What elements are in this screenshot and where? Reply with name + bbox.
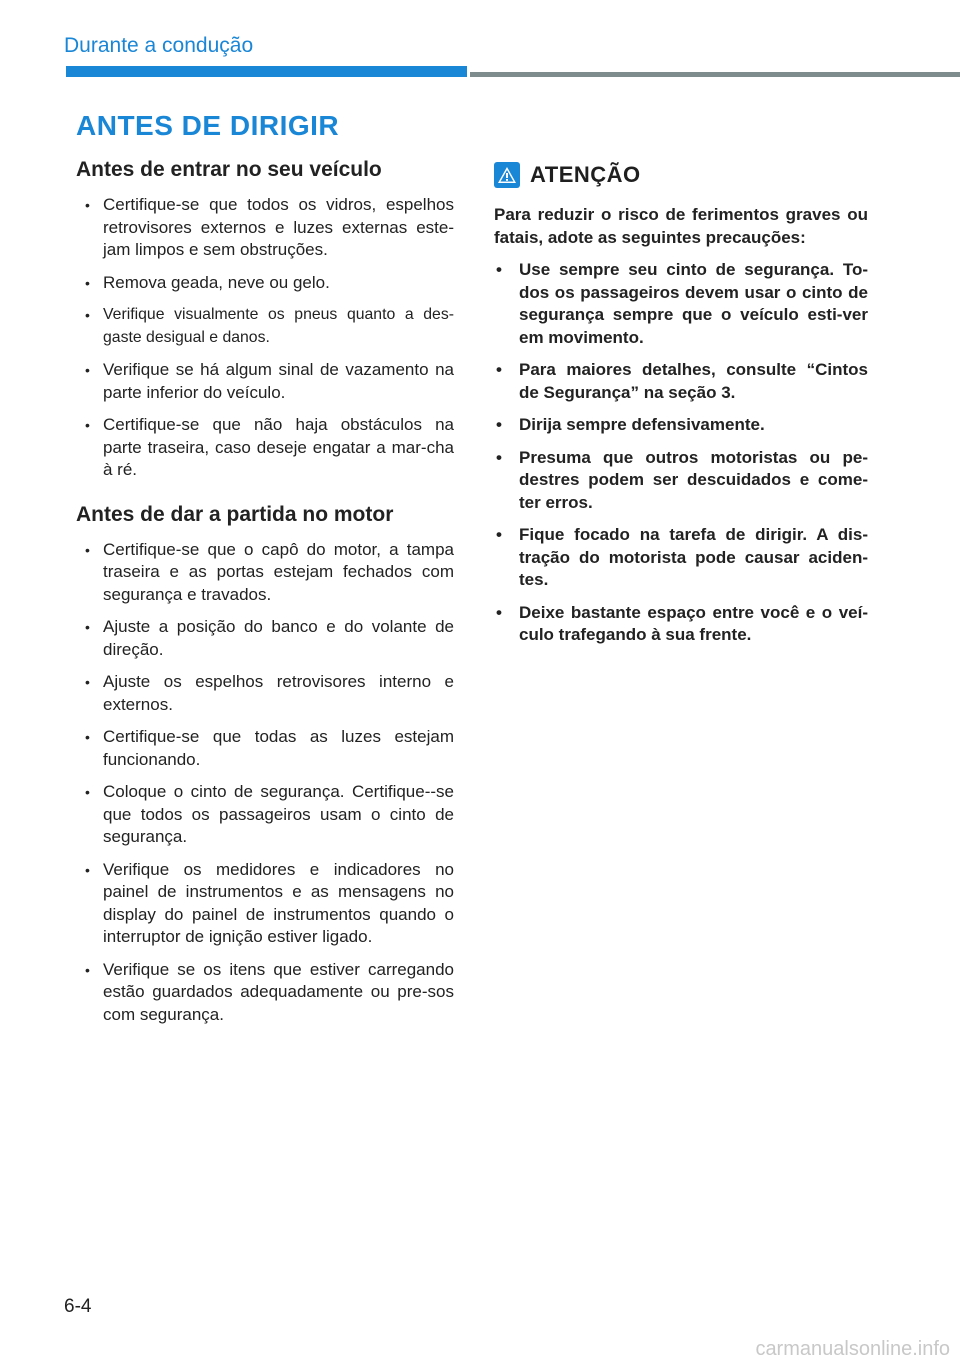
- list-item: • Ajuste a posição do banco e do volante de direção.: [76, 616, 454, 661]
- list-item: • Use sempre seu cinto de segurança. To-dos os passageiros devem usar o cinto de segurança sempre que o veículo esti-ver em movimento.: [494, 259, 868, 349]
- list-item: • Certifique-se que todas as luzes estejam funcionando.: [76, 726, 454, 771]
- warning-triangle-icon: [494, 162, 520, 188]
- checklist-before-starting: [76, 539, 454, 1027]
- list-item: • Deixe bastante espaço entre você e o veí-culo trafegando à sua frente.: [494, 602, 868, 647]
- page-number: 6-4: [64, 1296, 92, 1317]
- list-item: • Para maiores detalhes, consulte “Cintos de Segurança” na seção 3.: [494, 359, 868, 404]
- subheading-before-starting: Antes de dar a partida no motor: [76, 502, 394, 526]
- subheading-before-entering: Antes de entrar no seu veículo: [76, 158, 382, 181]
- list-item: • Verifique os medidores e indicadores no painel de instrumentos e as mensagens no display do painel de instrumentos quando o interruptor de ignição estiver ligado.: [76, 859, 454, 949]
- header-rule-gray: [470, 72, 960, 77]
- list-item: • Coloque o cinto de segurança. Certifique--se que todos os passageiros usam o cinto de segurança.: [76, 781, 454, 849]
- chapter-title: Durante a condução: [64, 34, 254, 57]
- list-item: • Presuma que outros motoristas ou pe-destres podem ser descuidados e come-ter erros.: [494, 447, 868, 515]
- list-item: • Verifique se há algum sinal de vazamento na parte inferior do veículo.: [76, 359, 454, 404]
- left-column: [76, 157, 454, 1036]
- list-item: • Certifique-se que o capô do motor, a tampa traseira e as portas estejam fechados com segurança e travados.: [76, 539, 454, 607]
- list-item: • Certifique-se que todos os vidros, espelhos retrovisores externos e luzes externas este-jam limpos e sem obstruções.: [76, 194, 454, 262]
- warning-list: [494, 259, 868, 647]
- warning-box: [494, 162, 868, 657]
- checklist-before-entering: [76, 194, 454, 482]
- watermark: carmanualsonline.info: [755, 1338, 950, 1360]
- list-item: • Dirija sempre defensivamente.: [494, 414, 868, 437]
- list-item: • Verifique se os itens que estiver carregando estão guardados adequadamente ou pre-sos com segurança.: [76, 959, 454, 1027]
- warning-intro: Para reduzir o risco de ferimentos graves ou fatais, adote as seguintes precauções:: [494, 205, 868, 247]
- warning-header: [494, 162, 868, 188]
- list-item: • Ajuste os espelhos retrovisores interno e externos.: [76, 671, 454, 716]
- section-title: ANTES DE DIRIGIR: [76, 110, 340, 141]
- list-item: • Remova geada, neve ou gelo.: [76, 272, 454, 295]
- list-item: • Verifique visualmente os pneus quanto a des-gaste desigual e danos.: [76, 304, 454, 349]
- header-rule-blue: [66, 66, 467, 77]
- list-item: • Fique focado na tarefa de dirigir. A dis-tração do motorista pode causar aciden-tes.: [494, 524, 868, 592]
- list-item: • Certifique-se que não haja obstáculos na parte traseira, caso deseje engatar a mar-cha à ré.: [76, 414, 454, 482]
- warning-title: ATENÇÃO: [530, 162, 641, 187]
